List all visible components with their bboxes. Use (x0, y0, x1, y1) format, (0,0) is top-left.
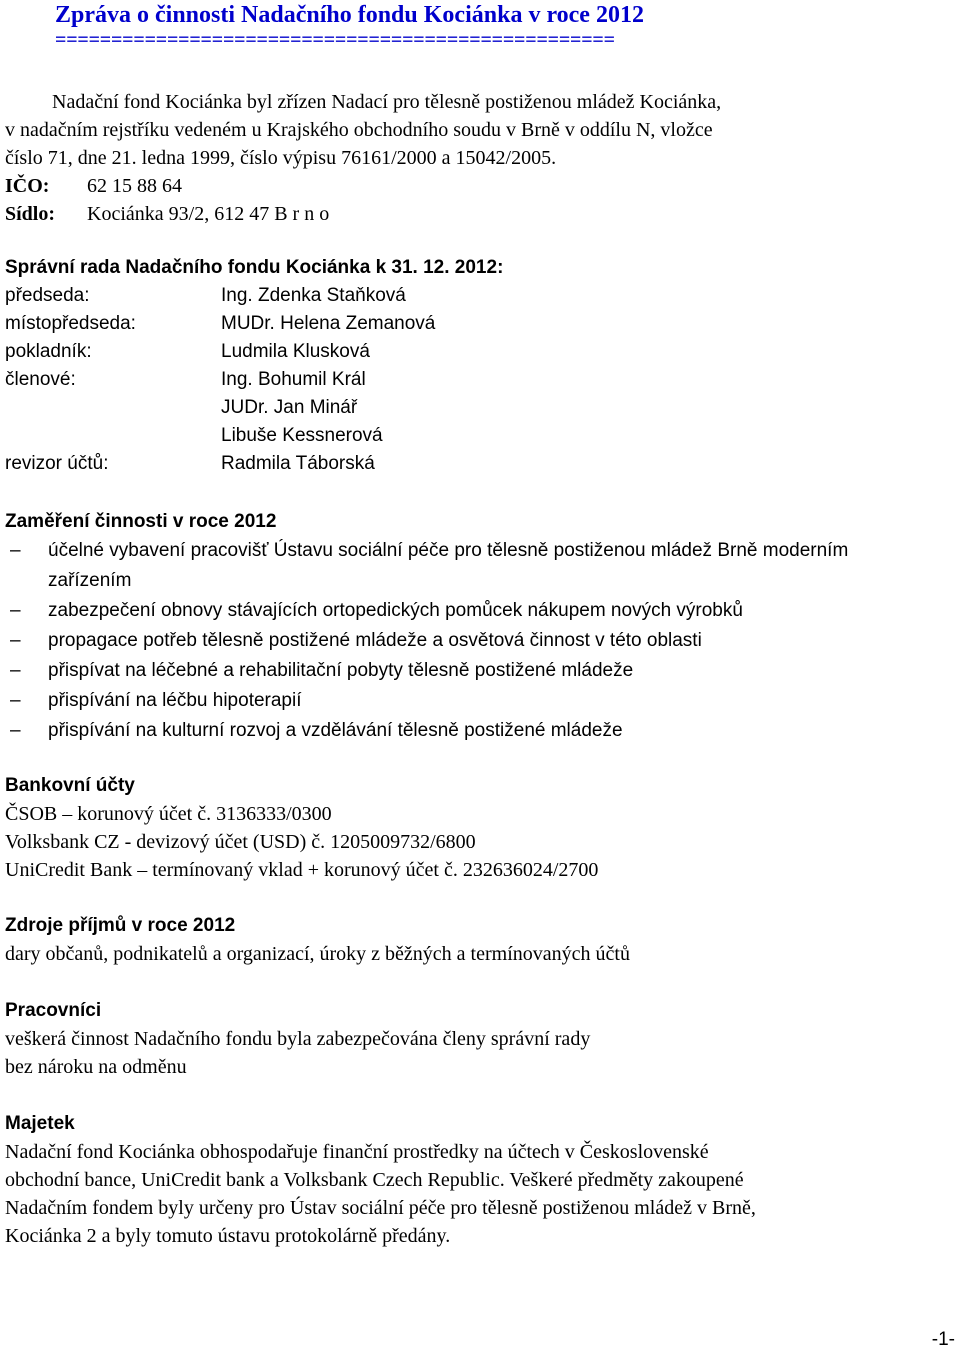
income-section (5, 912, 945, 968)
member-name: Libuše Kessnerová (221, 425, 383, 446)
assets-text: Nadační fond Kociánka obhospodařuje finanční prostředky na účtech v Československé (5, 1141, 709, 1163)
staff-text: bez nároku na odměnu (5, 1056, 187, 1078)
focus-item: – propagace potřeb tělesně postižené mládeže a osvětová činnost v této oblasti (5, 626, 945, 656)
member-name: Ing. Zdenka Staňková (221, 285, 406, 306)
title-underline: ================================================== (55, 29, 615, 51)
focus-item: – zabezpečení obnovy stávajících ortopedických pomůcek nákupem nových výrobků (5, 596, 945, 626)
focus-item: – přispívání na kulturní rozvoj a vzdělávání tělesně postižené mládeže (5, 716, 945, 746)
member-role: revizor účtů: (5, 453, 109, 474)
income-title: Zdroje příjmů v roce 2012 (5, 915, 236, 936)
board-member (5, 310, 905, 338)
assets-title: Majetek (5, 1113, 75, 1134)
focus-item: – přispívání na léčbu hipoterapií (5, 686, 945, 716)
bank-account-line: Volksbank CZ - devizový účet (USD) č. 1205009732/6800 (5, 831, 476, 853)
member-role: předseda: (5, 285, 90, 306)
ico-row (5, 172, 885, 200)
member-name: Ing. Bohumil Král (221, 369, 366, 390)
focus-title: Zaměření činnosti v roce 2012 (5, 511, 277, 532)
board-section (5, 254, 905, 478)
document-title: Zpráva o činnosti Nadačního fondu Kociánka v roce 2012 (55, 2, 644, 28)
board-member (5, 338, 905, 366)
bank-section (5, 772, 945, 884)
income-text: dary občanů, podnikatelů a organizací, úroky z běžných a termínovaných účtů (5, 943, 630, 965)
page-number: -1- (931, 1329, 955, 1350)
member-name: JUDr. Jan Minář (221, 397, 358, 418)
dash-bullet: – (10, 630, 21, 651)
bank-account-line: ČSOB – korunový účet č. 3136333/0300 (5, 803, 332, 825)
focus-list (5, 536, 945, 746)
intro-line: Nadační fond Kociánka byl zřízen Nadací pro tělesně postiženou mládež Kociánka, (52, 91, 722, 113)
member-role: členové: (5, 369, 76, 390)
staff-section (5, 997, 945, 1081)
member-name: Radmila Táborská (221, 453, 375, 474)
dash-bullet: – (10, 540, 21, 561)
board-member (5, 366, 905, 394)
dash-bullet: – (10, 660, 21, 681)
board-member (5, 422, 905, 450)
sidlo-row (5, 200, 885, 228)
sidlo-value: Kociánka 93/2, 612 47 B r n o (87, 203, 330, 225)
dash-bullet: – (10, 690, 21, 711)
bank-account-line: UniCredit Bank – termínovaný vklad + korunový účet č. 232636024/2700 (5, 859, 599, 881)
member-name: MUDr. Helena Zemanová (221, 313, 436, 334)
staff-text: veškerá činnost Nadačního fondu byla zabezpečována členy správní rady (5, 1028, 591, 1050)
sidlo-label: Sídlo: (5, 203, 56, 225)
bank-title: Bankovní účty (5, 775, 135, 796)
assets-text: Kociánka 2 a byly tomuto ústavu protokolárně předány. (5, 1225, 451, 1247)
focus-item: – účelné vybavení pracovišť Ústavu sociální péče pro tělesně postiženou mládež Brně moderním zařízením (5, 536, 945, 596)
assets-text: obchodní bance, UniCredit bank a Volksbank Czech Republic. Veškeré předměty zakoupené (5, 1169, 744, 1191)
intro-line: v nadačním rejstříku vedeném u Krajského obchodního soudu v Brně v oddílu N, vložce (5, 119, 713, 141)
staff-title: Pracovníci (5, 1000, 102, 1021)
focus-item: – přispívat na léčebné a rehabilitační pobyty tělesně postižené mládeže (5, 656, 945, 686)
board-member (5, 450, 905, 478)
dash-bullet: – (10, 720, 21, 741)
intro-line: číslo 71, dne 21. ledna 1999, číslo výpisu 76161/2000 a 15042/2005. (5, 147, 557, 169)
assets-section (5, 1110, 945, 1250)
board-member (5, 394, 905, 422)
board-title: Správní rada Nadačního fondu Kociánka k 31. 12. 2012: (5, 257, 504, 278)
member-name: Ludmila Klusková (221, 341, 370, 362)
ico-label: IČO: (5, 175, 50, 197)
board-member (5, 282, 905, 310)
ico-value: 62 15 88 64 (87, 175, 182, 197)
dash-bullet: – (10, 600, 21, 621)
focus-section (5, 508, 945, 746)
assets-text: Nadačním fondem byly určeny pro Ústav sociální péče pro tělesně postiženou mládež v Brně, (5, 1197, 756, 1219)
member-role: místopředseda: (5, 313, 136, 334)
member-role: pokladník: (5, 341, 92, 362)
intro-block (5, 88, 885, 228)
